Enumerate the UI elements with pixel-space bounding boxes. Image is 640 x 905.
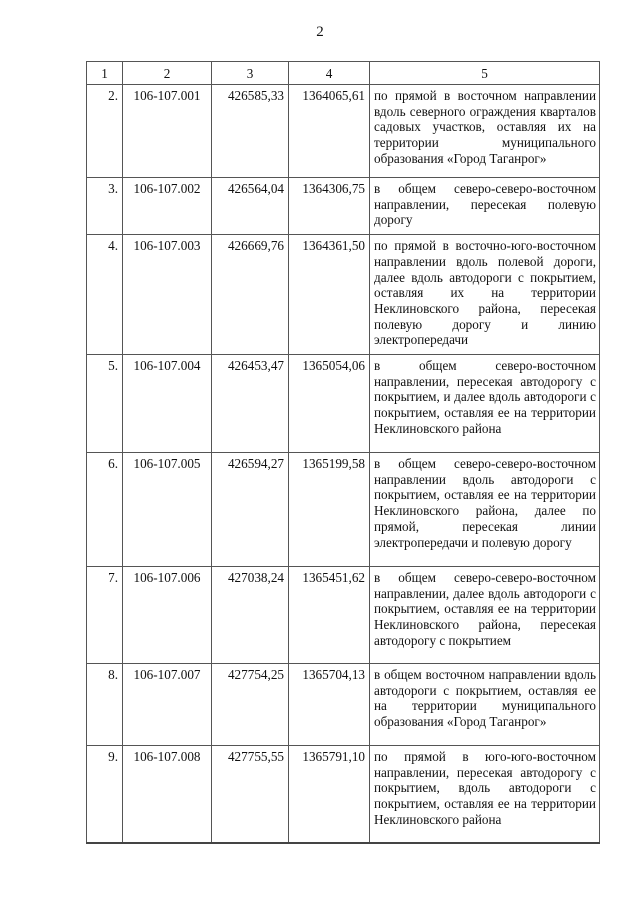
table-header-row — [87, 62, 600, 85]
boundary-description: в общем северо-восточном направлении, пересекая автодорогу с покрытием, и далее вдоль автодороги с покрытием, оставляя ее на территории Неклиновского района — [370, 355, 600, 453]
table-row — [87, 85, 600, 178]
coordinate-x: 426564,04 — [212, 178, 289, 235]
row-number: 5. — [87, 355, 123, 453]
point-code: 106-107.006 — [123, 567, 212, 664]
coordinate-x: 426594,27 — [212, 453, 289, 567]
point-code: 106-107.007 — [123, 664, 212, 746]
table-row — [87, 567, 600, 664]
boundary-description: по прямой в юго-юго-восточном направлении, пересекая автодорогу с покрытием, вдоль автодороги с покрытием, оставляя ее на территории Неклиновского района — [370, 746, 600, 843]
column-header-1: 1 — [87, 62, 123, 85]
point-code: 106-107.004 — [123, 355, 212, 453]
coordinate-y: 1365791,10 — [289, 746, 370, 843]
coordinate-y: 1364306,75 — [289, 178, 370, 235]
row-number: 9. — [87, 746, 123, 843]
coordinate-x: 427754,25 — [212, 664, 289, 746]
column-header-2: 2 — [123, 62, 212, 85]
row-number: 2. — [87, 85, 123, 178]
boundary-description: по прямой в восточно-юго-восточном направлении вдоль полевой дороги, далее вдоль автодороги с покрытием, оставляя их на территории Неклиновского района, пересекая полевую дорогу и линию электропередачи — [370, 235, 600, 355]
row-number: 8. — [87, 664, 123, 746]
point-code: 106-107.003 — [123, 235, 212, 355]
table-row — [87, 746, 600, 843]
column-header-3: 3 — [212, 62, 289, 85]
column-header-5: 5 — [370, 62, 600, 85]
row-number: 6. — [87, 453, 123, 567]
boundary-description: в общем северо-северо-восточном направлении вдоль автодороги с покрытием, оставляя ее на территории Неклиновского района, далее по прямой, пересекая линии электропередачи и полевую дорогу — [370, 453, 600, 567]
coordinate-x: 426453,47 — [212, 355, 289, 453]
coordinate-x: 426669,76 — [212, 235, 289, 355]
row-number: 4. — [87, 235, 123, 355]
coordinate-x: 427038,24 — [212, 567, 289, 664]
boundary-description: в общем северо-северо-восточном направлении, пересекая полевую дорогу — [370, 178, 600, 235]
table-row — [87, 178, 600, 235]
table-row — [87, 453, 600, 567]
row-number: 3. — [87, 178, 123, 235]
boundary-description: в общем восточном направлении вдоль автодороги с покрытием, оставляя ее на территории муниципального образования «Город Таганрог» — [370, 664, 600, 746]
coordinates-table — [86, 61, 600, 844]
point-code: 106-107.002 — [123, 178, 212, 235]
point-code: 106-107.008 — [123, 746, 212, 843]
point-code: 106-107.005 — [123, 453, 212, 567]
coordinate-y: 1364065,61 — [289, 85, 370, 178]
table-row — [87, 664, 600, 746]
coordinate-x: 426585,33 — [212, 85, 289, 178]
coordinate-y: 1364361,50 — [289, 235, 370, 355]
coordinate-y: 1365199,58 — [289, 453, 370, 567]
table-row — [87, 355, 600, 453]
table-row — [87, 235, 600, 355]
boundary-description: в общем северо-северо-восточном направлении, далее вдоль автодороги с покрытием, оставляя ее на территории Неклиновского района, пересекая автодорогу с покрытием — [370, 567, 600, 664]
column-header-4: 4 — [289, 62, 370, 85]
row-number: 7. — [87, 567, 123, 664]
boundary-description: по прямой в восточном направлении вдоль северного ограждения кварталов садовых участков, оставляя их на территории муниципального образования «Город Таганрог» — [370, 85, 600, 178]
coordinate-y: 1365054,06 — [289, 355, 370, 453]
point-code: 106-107.001 — [123, 85, 212, 178]
page-number: 2 — [316, 24, 324, 40]
coordinate-y: 1365704,13 — [289, 664, 370, 746]
coordinate-y: 1365451,62 — [289, 567, 370, 664]
coordinate-x: 427755,55 — [212, 746, 289, 843]
